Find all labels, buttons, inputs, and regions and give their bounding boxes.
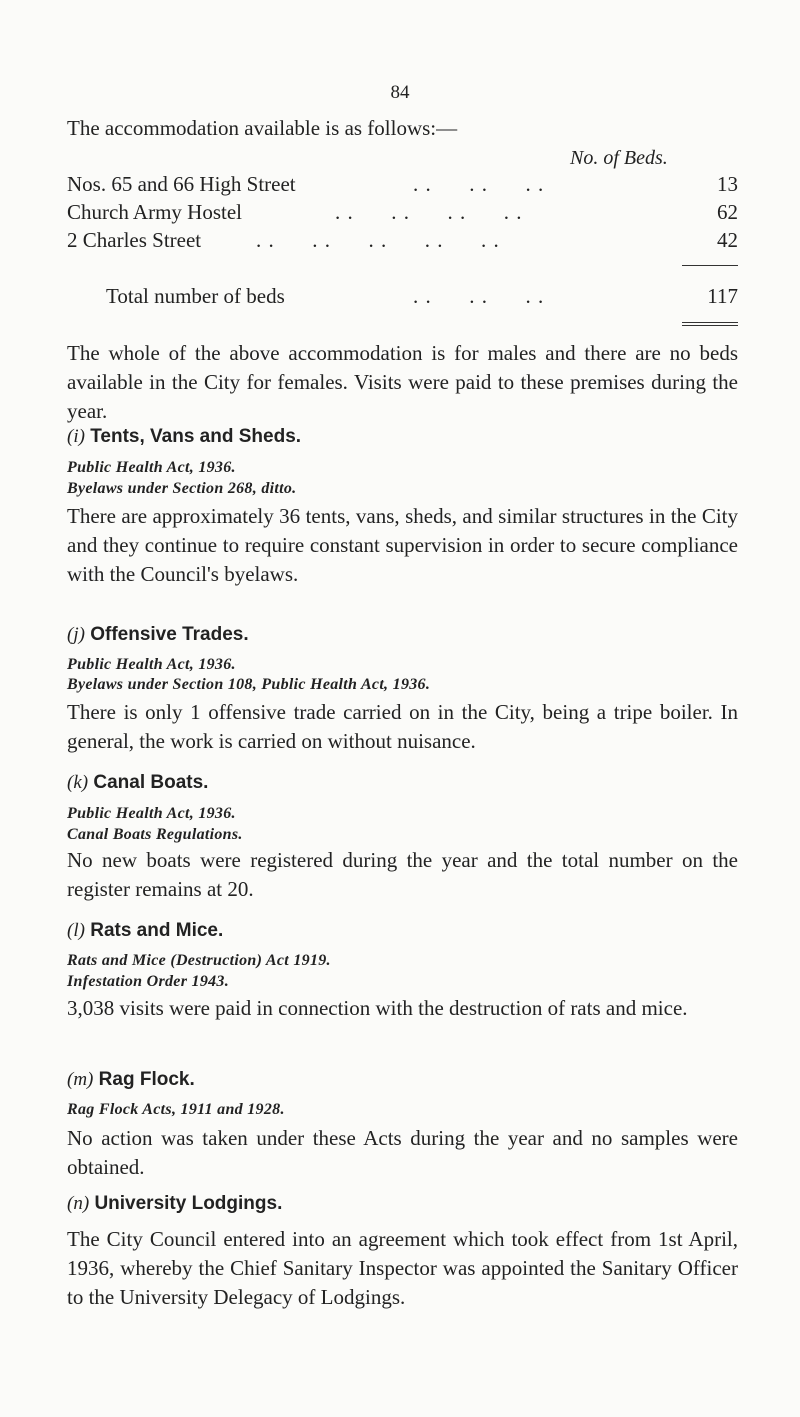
row-label: Nos. 65 and 66 High Street [67,172,296,196]
section-title: Offensive Trades. [90,624,249,645]
section-reference: Byelaws under Section 268, ditto. [67,480,297,497]
section-heading [67,1069,195,1091]
table-row [67,200,738,228]
beds-column-header: No. of Beds. [570,147,668,169]
section-reference: Rats and Mice (Destruction) Act 1919. [67,952,331,969]
section-reference: Public Health Act, 1936. [67,805,236,822]
section-letter: (k) [67,772,89,793]
row-label: Church Army Hostel [67,200,242,224]
section-reference: Byelaws under Section 108, Public Health Act, 1936. [67,676,431,693]
total-label: Total number of beds [106,284,285,308]
section-body: 3,038 visits were paid in connection with the destruction of rats and mice. [67,996,688,1020]
intro-text: The accommodation available is as follows:— [67,116,458,140]
section-letter: (i) [67,426,85,447]
leader-dots: . . . . . . . . [335,200,523,224]
section-letter: (l) [67,920,85,941]
leader-dots: . . . . . . [413,284,545,308]
section-title: Canal Boats. [93,772,209,793]
section-title: Rag Flock. [98,1069,195,1090]
leader-dots: . . . . . . [413,172,545,196]
section-body: There are approximately 36 tents, vans, sheds, and similar structures in the City and they continue to require constant supervision in order to secure compliance with the Council's byelaws. [67,504,738,586]
section-heading [67,426,301,448]
section-body: No action was taken under these Acts during the year and no samples were obtained. [67,1126,738,1179]
section-reference: Canal Boats Regulations. [67,826,243,843]
section-letter: (j) [67,624,85,645]
total-rule [682,325,738,326]
total-rule [682,322,738,323]
section-reference: Infestation Order 1943. [67,973,230,990]
section-body: There is only 1 offensive trade carried on in the City, being a tripe boiler. In general, the work is carried on without nuisance. [67,700,738,753]
section-reference: Public Health Act, 1936. [67,656,236,673]
section-letter: (m) [67,1069,94,1090]
accommodation-note: The whole of the above accommodation is for males and there are no beds available in the City for females. Visits were paid to these premises during the year. [67,341,738,423]
table-row [67,228,738,256]
subtotal-rule [682,265,738,266]
section-title: Rats and Mice. [90,920,224,941]
section-letter: (n) [67,1193,90,1214]
leader-dots: . . . . . . . . . . [256,228,500,252]
total-value: 117 [707,284,738,308]
total-row [67,284,738,312]
section-body: No new boats were registered during the year and the total number on the register remains at 20. [67,848,738,901]
section-reference: Rag Flock Acts, 1911 and 1928. [67,1101,285,1118]
row-value: 62 [717,200,738,224]
table-row [67,172,738,200]
page-number: 84 [390,82,410,103]
row-value: 42 [717,228,738,252]
section-heading [67,772,208,794]
section-body: The City Council entered into an agreement which took effect from 1st April, 1936, whereby the Chief Sanitary Inspector was appointed the Sanitary Officer to the University Delegacy of Lodgings. [67,1227,738,1309]
section-reference: Public Health Act, 1936. [67,459,236,476]
row-value: 13 [717,172,738,196]
section-title: University Lodgings. [94,1193,283,1214]
section-heading [67,1193,282,1215]
section-title: Tents, Vans and Sheds. [90,426,302,447]
section-heading [67,624,249,646]
section-heading [67,920,223,942]
row-label: 2 Charles Street [67,228,202,252]
